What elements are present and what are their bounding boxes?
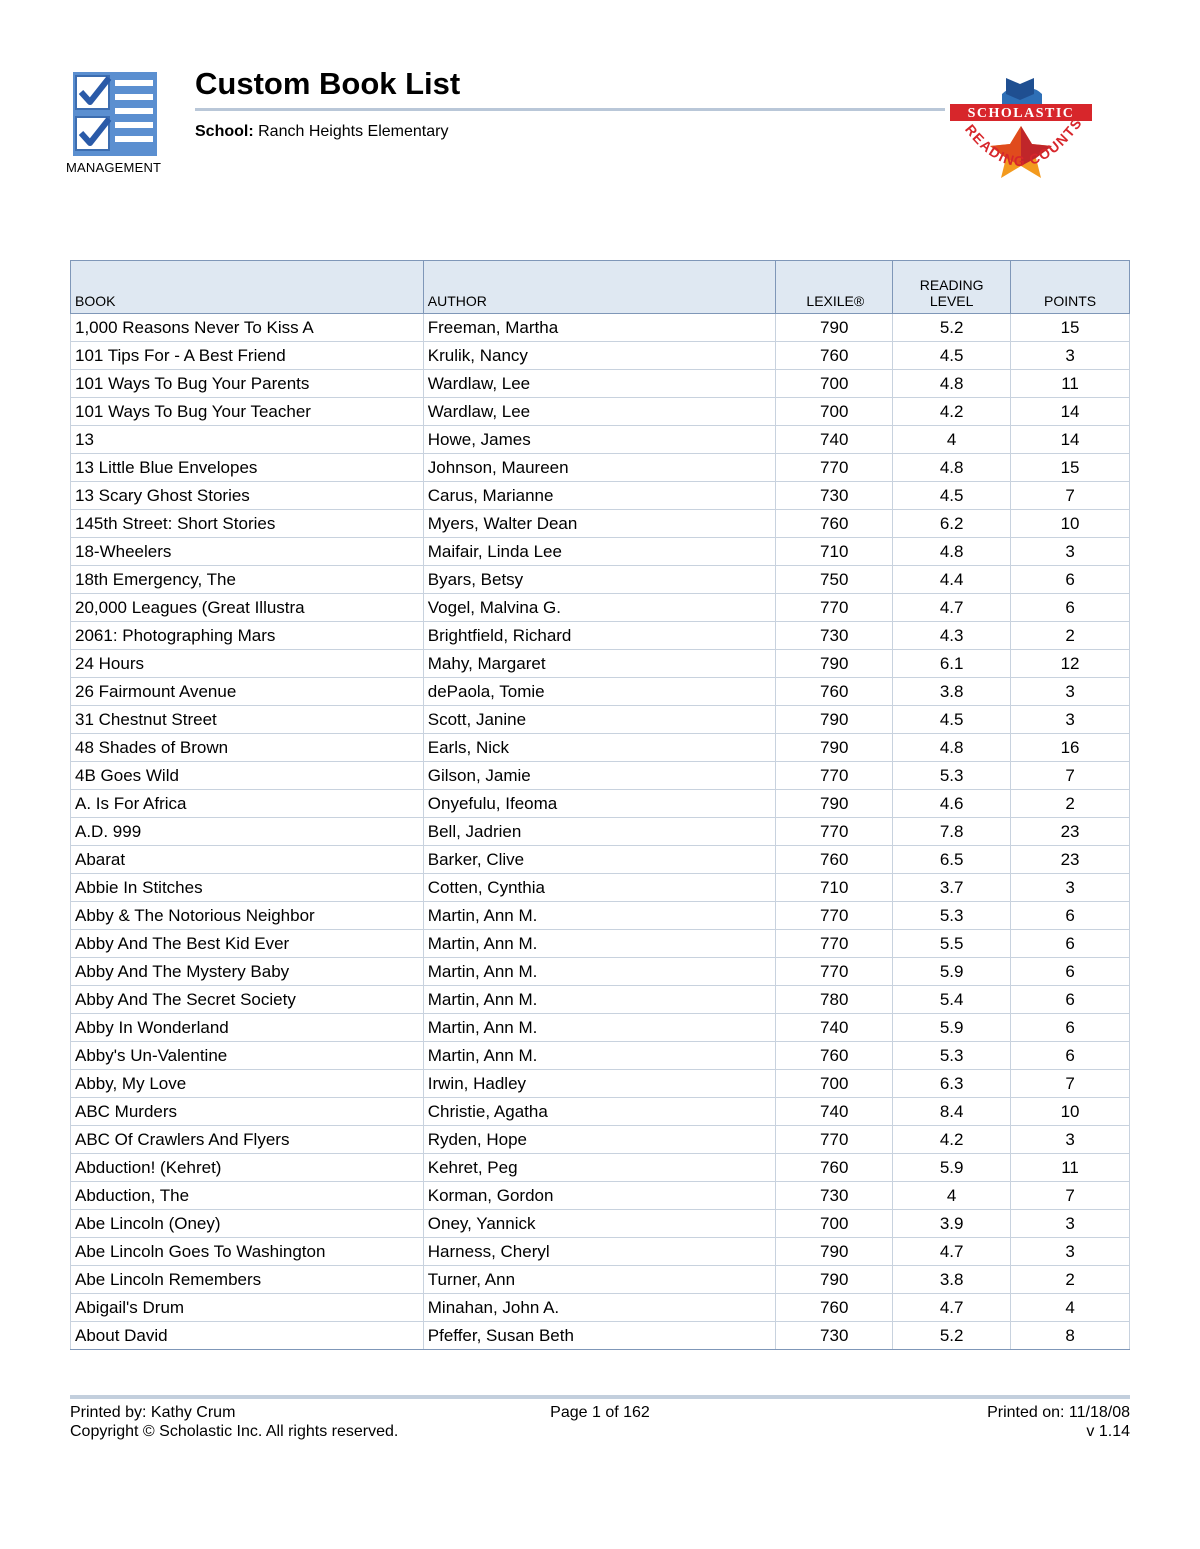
book-title-cell: About David — [71, 1322, 424, 1350]
lexile-cell: 790 — [776, 734, 893, 762]
author-cell: Onyefulu, Ifeoma — [423, 790, 776, 818]
lexile-cell: 770 — [776, 958, 893, 986]
book-title-cell: Abarat — [71, 846, 424, 874]
reading-level-cell: 4.7 — [893, 1238, 1011, 1266]
reading-level-cell: 5.4 — [893, 986, 1011, 1014]
table-row — [71, 370, 1130, 398]
points-cell: 6 — [1011, 958, 1130, 986]
table-row — [71, 1210, 1130, 1238]
reading-level-cell: 6.1 — [893, 650, 1011, 678]
book-title-cell: 20,000 Leagues (Great Illustra — [71, 594, 424, 622]
points-cell: 16 — [1011, 734, 1130, 762]
author-cell: Bell, Jadrien — [423, 818, 776, 846]
school-line — [195, 123, 448, 141]
author-cell: Martin, Ann M. — [423, 902, 776, 930]
book-title-cell: 18th Emergency, The — [71, 566, 424, 594]
table-row — [71, 986, 1130, 1014]
author-cell: Korman, Gordon — [423, 1182, 776, 1210]
book-title-cell: Abduction, The — [71, 1182, 424, 1210]
points-cell: 3 — [1011, 874, 1130, 902]
table-row — [71, 1238, 1130, 1266]
book-title-cell: 2061: Photographing Mars — [71, 622, 424, 650]
reading-level-cell: 6.2 — [893, 510, 1011, 538]
author-cell: Brightfield, Richard — [423, 622, 776, 650]
reading-level-cell: 5.2 — [893, 314, 1011, 342]
author-cell: Johnson, Maureen — [423, 454, 776, 482]
points-cell: 14 — [1011, 398, 1130, 426]
book-title-cell: Abduction! (Kehret) — [71, 1154, 424, 1182]
book-title-cell: Abby And The Best Kid Ever — [71, 930, 424, 958]
reading-level-cell: 4.8 — [893, 538, 1011, 566]
reading-level-cell: 5.9 — [893, 958, 1011, 986]
lexile-cell: 730 — [776, 1182, 893, 1210]
management-logo — [66, 72, 166, 175]
printed-by: Printed by: Kathy Crum — [70, 1404, 236, 1421]
reading-level-cell: 4.7 — [893, 594, 1011, 622]
reading-level-cell: 4.5 — [893, 342, 1011, 370]
lexile-cell: 740 — [776, 1098, 893, 1126]
points-cell: 6 — [1011, 1042, 1130, 1070]
book-title-cell: ABC Of Crawlers And Flyers — [71, 1126, 424, 1154]
author-cell: Earls, Nick — [423, 734, 776, 762]
book-title-cell: Abby's Un-Valentine — [71, 1042, 424, 1070]
book-title-cell: Abby And The Secret Society — [71, 986, 424, 1014]
lexile-cell: 790 — [776, 314, 893, 342]
lexile-cell: 730 — [776, 622, 893, 650]
table-row — [71, 650, 1130, 678]
footer-right — [987, 1403, 1130, 1441]
author-cell: Gilson, Jamie — [423, 762, 776, 790]
points-cell: 3 — [1011, 1126, 1130, 1154]
table-row — [71, 594, 1130, 622]
table-row — [71, 398, 1130, 426]
book-title-cell: Abe Lincoln Goes To Washington — [71, 1238, 424, 1266]
author-cell: Byars, Betsy — [423, 566, 776, 594]
points-cell: 23 — [1011, 846, 1130, 874]
lexile-cell: 790 — [776, 1238, 893, 1266]
book-list-table — [70, 260, 1130, 1350]
school-label: School: — [195, 123, 254, 140]
reading-level-cell: 4.5 — [893, 706, 1011, 734]
author-cell: Barker, Clive — [423, 846, 776, 874]
book-title-cell: 31 Chestnut Street — [71, 706, 424, 734]
author-cell: Maifair, Linda Lee — [423, 538, 776, 566]
reading-level-cell: 4.2 — [893, 1126, 1011, 1154]
column-header-book: BOOK — [71, 261, 424, 314]
book-title-cell: ABC Murders — [71, 1098, 424, 1126]
table-row — [71, 1014, 1130, 1042]
reading-level-cell: 7.8 — [893, 818, 1011, 846]
book-title-cell: 1,000 Reasons Never To Kiss A — [71, 314, 424, 342]
author-cell: Harness, Cheryl — [423, 1238, 776, 1266]
lexile-cell: 750 — [776, 566, 893, 594]
points-cell: 3 — [1011, 538, 1130, 566]
points-cell: 3 — [1011, 1210, 1130, 1238]
author-cell: dePaola, Tomie — [423, 678, 776, 706]
book-title-cell: A. Is For Africa — [71, 790, 424, 818]
author-cell: Martin, Ann M. — [423, 1042, 776, 1070]
reading-level-cell: 3.8 — [893, 678, 1011, 706]
book-title-cell: Abby In Wonderland — [71, 1014, 424, 1042]
book-title-cell: 13 Little Blue Envelopes — [71, 454, 424, 482]
table-row — [71, 790, 1130, 818]
points-cell: 2 — [1011, 790, 1130, 818]
author-cell: Martin, Ann M. — [423, 958, 776, 986]
lexile-cell: 790 — [776, 706, 893, 734]
author-cell: Kehret, Peg — [423, 1154, 776, 1182]
book-title-cell: 18-Wheelers — [71, 538, 424, 566]
reading-level-cell: 4.3 — [893, 622, 1011, 650]
points-cell: 2 — [1011, 622, 1130, 650]
book-title-cell: 101 Ways To Bug Your Teacher — [71, 398, 424, 426]
points-cell: 15 — [1011, 454, 1130, 482]
table-row — [71, 538, 1130, 566]
points-cell: 11 — [1011, 370, 1130, 398]
points-cell: 14 — [1011, 426, 1130, 454]
reading-level-cell: 4 — [893, 426, 1011, 454]
points-cell: 3 — [1011, 678, 1130, 706]
reading-level-cell: 4 — [893, 1182, 1011, 1210]
reading-level-cell: 4.5 — [893, 482, 1011, 510]
author-cell: Krulik, Nancy — [423, 342, 776, 370]
table-row — [71, 902, 1130, 930]
points-cell: 6 — [1011, 930, 1130, 958]
scholastic-reading-counts-logo — [940, 74, 1100, 194]
book-title-cell: Abby And The Mystery Baby — [71, 958, 424, 986]
column-header-author: AUTHOR — [423, 261, 776, 314]
table-row — [71, 1154, 1130, 1182]
table-header-row — [71, 261, 1130, 314]
points-cell: 23 — [1011, 818, 1130, 846]
table-row — [71, 874, 1130, 902]
points-cell: 10 — [1011, 1098, 1130, 1126]
reading-level-cell: 5.2 — [893, 1322, 1011, 1350]
lexile-cell: 730 — [776, 1322, 893, 1350]
lexile-cell: 770 — [776, 902, 893, 930]
table-body — [71, 314, 1130, 1350]
book-title-cell: Abe Lincoln Remembers — [71, 1266, 424, 1294]
lexile-cell: 760 — [776, 1154, 893, 1182]
lexile-cell: 760 — [776, 846, 893, 874]
reading-level-cell: 4.8 — [893, 370, 1011, 398]
lexile-cell: 790 — [776, 790, 893, 818]
reading-level-cell: 4.4 — [893, 566, 1011, 594]
table-row — [71, 1266, 1130, 1294]
table-row — [71, 1042, 1130, 1070]
table-row — [71, 1322, 1130, 1350]
column-header-reading-level — [893, 261, 1011, 314]
points-cell: 7 — [1011, 762, 1130, 790]
table-row — [71, 426, 1130, 454]
author-cell: Christie, Agatha — [423, 1098, 776, 1126]
author-cell: Howe, James — [423, 426, 776, 454]
reading-level-cell: 4.2 — [893, 398, 1011, 426]
lexile-cell: 740 — [776, 426, 893, 454]
reading-level-cell: 4.8 — [893, 454, 1011, 482]
points-cell: 7 — [1011, 482, 1130, 510]
author-cell: Turner, Ann — [423, 1266, 776, 1294]
reading-level-cell: 5.3 — [893, 902, 1011, 930]
table-row — [71, 314, 1130, 342]
book-title-cell: Abby & The Notorious Neighbor — [71, 902, 424, 930]
reading-level-cell: 5.3 — [893, 762, 1011, 790]
lexile-cell: 780 — [776, 986, 893, 1014]
table-row — [71, 1294, 1130, 1322]
lexile-cell: 700 — [776, 1070, 893, 1098]
reading-level-cell: 3.7 — [893, 874, 1011, 902]
book-title-cell: 13 Scary Ghost Stories — [71, 482, 424, 510]
lexile-cell: 760 — [776, 678, 893, 706]
lexile-cell: 740 — [776, 1014, 893, 1042]
points-cell: 6 — [1011, 902, 1130, 930]
points-cell: 15 — [1011, 314, 1130, 342]
lexile-cell: 770 — [776, 930, 893, 958]
reading-level-cell: 4.7 — [893, 1294, 1011, 1322]
lexile-cell: 770 — [776, 594, 893, 622]
table-row — [71, 930, 1130, 958]
points-cell: 6 — [1011, 594, 1130, 622]
author-cell: Martin, Ann M. — [423, 1014, 776, 1042]
lexile-cell: 700 — [776, 1210, 893, 1238]
table-row — [71, 1098, 1130, 1126]
book-title-cell: 26 Fairmount Avenue — [71, 678, 424, 706]
lexile-cell: 760 — [776, 510, 893, 538]
book-title-cell: 13 — [71, 426, 424, 454]
book-title-cell: Abigail's Drum — [71, 1294, 424, 1322]
reading-level-cell: 4.6 — [893, 790, 1011, 818]
reading-level-cell: 5.3 — [893, 1042, 1011, 1070]
book-title-cell: 145th Street: Short Stories — [71, 510, 424, 538]
points-cell: 12 — [1011, 650, 1130, 678]
copyright: Copyright © Scholastic Inc. All rights reserved. — [70, 1423, 399, 1440]
table-row — [71, 1182, 1130, 1210]
table-row — [71, 762, 1130, 790]
lexile-cell: 730 — [776, 482, 893, 510]
reading-level-cell: 6.3 — [893, 1070, 1011, 1098]
table-row — [71, 566, 1130, 594]
reading-level-cell: 3.8 — [893, 1266, 1011, 1294]
author-cell: Cotten, Cynthia — [423, 874, 776, 902]
lexile-cell: 760 — [776, 1042, 893, 1070]
author-cell: Wardlaw, Lee — [423, 398, 776, 426]
reading-level-cell: 5.9 — [893, 1154, 1011, 1182]
lexile-cell: 770 — [776, 762, 893, 790]
table-row — [71, 482, 1130, 510]
table-row — [71, 734, 1130, 762]
table-row — [71, 958, 1130, 986]
column-header-points: POINTS — [1011, 261, 1130, 314]
lexile-cell: 770 — [776, 1126, 893, 1154]
points-cell: 7 — [1011, 1070, 1130, 1098]
book-title-cell: 48 Shades of Brown — [71, 734, 424, 762]
table-row — [71, 454, 1130, 482]
table-row — [71, 678, 1130, 706]
author-cell: Freeman, Martha — [423, 314, 776, 342]
book-title-cell: 4B Goes Wild — [71, 762, 424, 790]
lexile-cell: 770 — [776, 818, 893, 846]
author-cell: Oney, Yannick — [423, 1210, 776, 1238]
points-cell: 6 — [1011, 566, 1130, 594]
table-row — [71, 846, 1130, 874]
author-cell: Scott, Janine — [423, 706, 776, 734]
book-title-cell: 24 Hours — [71, 650, 424, 678]
author-cell: Carus, Marianne — [423, 482, 776, 510]
points-cell: 3 — [1011, 706, 1130, 734]
table-row — [71, 1126, 1130, 1154]
author-cell: Vogel, Malvina G. — [423, 594, 776, 622]
book-title-cell: Abbie In Stitches — [71, 874, 424, 902]
points-cell: 4 — [1011, 1294, 1130, 1322]
author-cell: Martin, Ann M. — [423, 986, 776, 1014]
version: v 1.14 — [1086, 1423, 1130, 1440]
author-cell: Myers, Walter Dean — [423, 510, 776, 538]
book-title-cell: 101 Tips For - A Best Friend — [71, 342, 424, 370]
page-number: Page 1 of 162 — [550, 1404, 650, 1421]
lexile-cell: 790 — [776, 650, 893, 678]
points-cell: 2 — [1011, 1266, 1130, 1294]
reading-level-cell: 3.9 — [893, 1210, 1011, 1238]
checklist-icon — [73, 72, 157, 156]
lexile-cell: 710 — [776, 874, 893, 902]
author-cell: Mahy, Margaret — [423, 650, 776, 678]
reading-level-cell: 5.9 — [893, 1014, 1011, 1042]
table-row — [71, 510, 1130, 538]
printed-on: Printed on: 11/18/08 — [987, 1404, 1130, 1421]
logo-label: MANAGEMENT — [66, 160, 162, 175]
table-row — [71, 706, 1130, 734]
lexile-cell: 700 — [776, 370, 893, 398]
reading-level-cell: 8.4 — [893, 1098, 1011, 1126]
points-cell: 3 — [1011, 342, 1130, 370]
author-cell: Minahan, John A. — [423, 1294, 776, 1322]
table-row — [71, 1070, 1130, 1098]
points-cell: 7 — [1011, 1182, 1130, 1210]
lexile-cell: 710 — [776, 538, 893, 566]
author-cell: Wardlaw, Lee — [423, 370, 776, 398]
column-header-lexile: LEXILE® — [776, 261, 893, 314]
author-cell: Ryden, Hope — [423, 1126, 776, 1154]
lexile-cell: 700 — [776, 398, 893, 426]
book-title-cell: 101 Ways To Bug Your Parents — [71, 370, 424, 398]
svg-text:SCHOLASTIC: SCHOLASTIC — [967, 106, 1075, 121]
table-row — [71, 818, 1130, 846]
points-cell: 8 — [1011, 1322, 1130, 1350]
svg-text:READING COUNTS!: READING COUNTS — [962, 114, 1086, 170]
book-title-cell: Abby, My Love — [71, 1070, 424, 1098]
reading-level-cell: 4.8 — [893, 734, 1011, 762]
lexile-cell: 760 — [776, 1294, 893, 1322]
points-cell: 3 — [1011, 1238, 1130, 1266]
lexile-cell: 770 — [776, 454, 893, 482]
reading-level-cell: 6.5 — [893, 846, 1011, 874]
points-cell: 6 — [1011, 986, 1130, 1014]
book-title-cell: Abe Lincoln (Oney) — [71, 1210, 424, 1238]
table-row — [71, 622, 1130, 650]
points-cell: 6 — [1011, 1014, 1130, 1042]
table-row — [71, 342, 1130, 370]
book-title-cell: A.D. 999 — [71, 818, 424, 846]
author-cell: Pfeffer, Susan Beth — [423, 1322, 776, 1350]
author-cell: Martin, Ann M. — [423, 930, 776, 958]
footer-divider — [70, 1395, 1130, 1399]
author-cell: Irwin, Hadley — [423, 1070, 776, 1098]
lexile-cell: 790 — [776, 1266, 893, 1294]
school-name: Ranch Heights Elementary — [258, 123, 449, 140]
reading-level-cell: 5.5 — [893, 930, 1011, 958]
reading-counts-icon — [940, 74, 1100, 189]
title-divider — [195, 108, 945, 111]
points-cell: 10 — [1011, 510, 1130, 538]
column-header-reading-level-text: READING LEVEL — [919, 277, 984, 309]
page-title: Custom Book List — [195, 66, 461, 101]
lexile-cell: 760 — [776, 342, 893, 370]
points-cell: 11 — [1011, 1154, 1130, 1182]
